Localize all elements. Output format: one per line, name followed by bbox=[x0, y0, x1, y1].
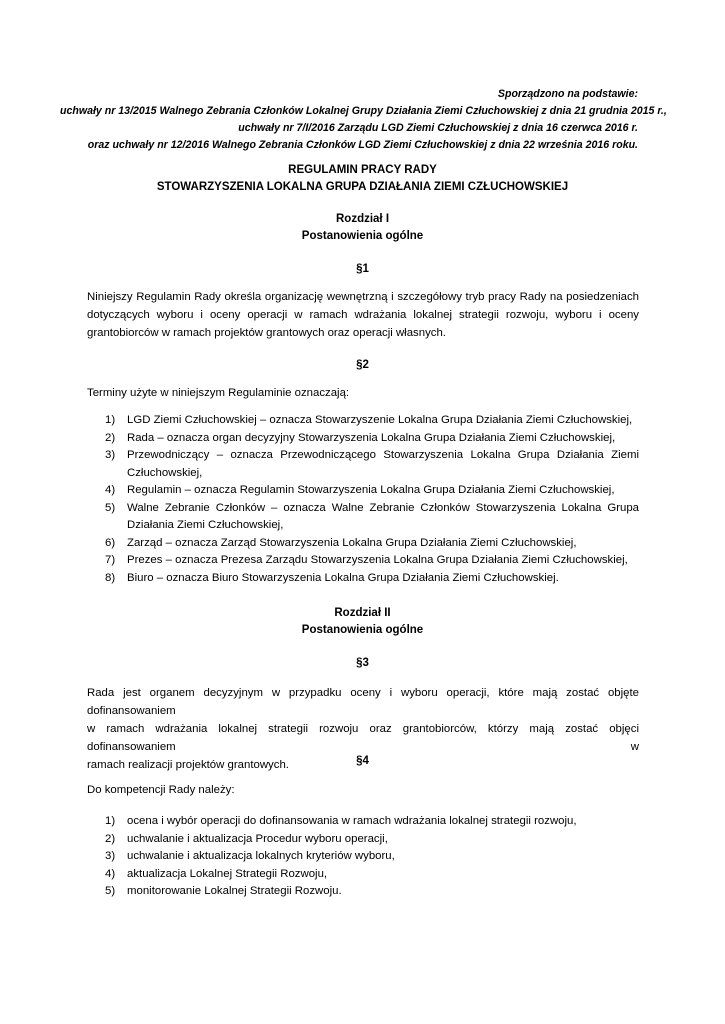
list-item-number: 4) bbox=[105, 484, 116, 496]
list-item bbox=[87, 412, 639, 430]
list-item-text: ocena i wybór operacji do dofinansowania w ramach wdrażania lokalnej strategii rozwoju, bbox=[127, 815, 577, 827]
source-note-line: uchwały nr 13/2015 Walnego Zebrania Członków Lokalnej Grupy Działania Ziemi Człuchowskiej z dnia 21 grudnia 2015 r., bbox=[60, 105, 667, 117]
chapter-number: Rozdział I bbox=[335, 213, 390, 225]
list-item bbox=[87, 813, 639, 831]
paragraph-line: w ramach wdrażania lokalnej strategii rozwoju oraz grantobiorców, którzy mają zostać objęci dofinansowaniem w bbox=[87, 723, 639, 753]
list-item bbox=[87, 552, 639, 570]
list-item-number: 1) bbox=[105, 414, 116, 426]
paragraph-line: dotyczących wyboru i oceny operacji w ramach wdrażania lokalnej strategii rozwoju, wyboru i oceny bbox=[87, 309, 639, 321]
competences-list bbox=[87, 813, 639, 901]
list-item bbox=[87, 848, 639, 866]
document-title-line: REGULAMIN PRACY RADY bbox=[288, 164, 437, 176]
section-3-mark: §3 bbox=[356, 657, 369, 669]
source-note-line: uchwały nr 7/I/2016 Zarządu LGD Ziemi Człuchowskiej z dnia 16 czerwca 2016 r. bbox=[238, 122, 638, 134]
source-note-heading: Sporządzono na podstawie: bbox=[497, 88, 638, 100]
list-item-number: 3) bbox=[105, 850, 116, 862]
list-item-number: 5) bbox=[105, 885, 116, 897]
list-item-text: uchwalanie i aktualizacja Procedur wyboru operacji, bbox=[127, 832, 388, 845]
list-item bbox=[87, 831, 639, 849]
paragraph-line: Niniejszy Regulamin Rady określa organizację wewnętrzną i szczegółowy tryb pracy Rady na posiedzeniach bbox=[87, 291, 639, 303]
section-1-mark: §1 bbox=[356, 263, 369, 275]
list-item-number: 2) bbox=[105, 431, 116, 444]
list-item-text: aktualizacja Lokalnej Strategii Rozwoju, bbox=[127, 867, 328, 880]
list-item-number: 3) bbox=[105, 449, 116, 461]
chapter-title: Postanowienia ogólne bbox=[301, 230, 424, 242]
list-item bbox=[87, 500, 639, 535]
list-item-text: Rada – oznacza organ decyzyjny Stowarzyszenia Lokalna Grupa Działania Ziemi Człuchowskiej, bbox=[127, 431, 616, 444]
list-item-text: Biuro – oznacza Biuro Stowarzyszenia Lokalna Grupa Działania Ziemi Człuchowskiej. bbox=[127, 571, 559, 584]
section-4-intro: Do kompetencji Rady należy: bbox=[87, 784, 235, 796]
list-item bbox=[87, 482, 639, 500]
chapter-1-heading bbox=[0, 211, 725, 245]
list-item-text: Prezes – oznacza Prezesa Zarządu Stowarzyszenia Lokalna Grupa Działania Ziemi Człuchowskiej, bbox=[127, 554, 628, 566]
list-item bbox=[87, 447, 639, 482]
section-1-paragraph bbox=[87, 288, 639, 342]
list-item-text: LGD Ziemi Człuchowskiej – oznacza Stowarzyszenie Lokalna Grupa Działania Ziemi Człuchowskiej, bbox=[127, 414, 633, 426]
section-4-mark: §4 bbox=[356, 755, 369, 767]
list-item-text: Regulamin – oznacza Regulamin Stowarzyszenia Lokalna Grupa Działania Ziemi Człuchowskiej, bbox=[127, 484, 615, 496]
paragraph-line: grantobiorców w ramach projektów grantowych oraz operacji własnych. bbox=[87, 327, 446, 339]
chapter-title: Postanowienia ogólne bbox=[301, 624, 424, 636]
source-note-line: oraz uchwały nr 12/2016 Walnego Zebrania Członków LGD Ziemi Człuchowskiej z dnia 22 września 2016 roku. bbox=[87, 139, 638, 151]
list-item-text: Przewodniczący – oznacza Przewodniczącego Stowarzyszenia Lokalna Grupa Działania Ziemi Człuchowskiej, bbox=[127, 449, 639, 479]
list-item bbox=[87, 535, 639, 553]
paragraph-line: Rada jest organem decyzyjnym w przypadku oceny i wyboru operacji, które mają zostać objęte dofinansowaniem bbox=[87, 687, 639, 717]
list-item-number: 7) bbox=[105, 554, 116, 566]
list-item-number: 1) bbox=[105, 815, 116, 827]
chapter-2-heading bbox=[0, 605, 725, 639]
document-title bbox=[0, 162, 725, 196]
list-item bbox=[87, 430, 639, 448]
list-item-number: 6) bbox=[105, 536, 116, 549]
section-2-mark: §2 bbox=[356, 359, 369, 371]
paragraph-line: ramach realizacji projektów grantowych. bbox=[87, 759, 289, 771]
list-item-text: Zarząd – oznacza Zarząd Stowarzyszenia Lokalna Grupa Działania Ziemi Człuchowskiej, bbox=[127, 536, 577, 549]
list-item-number: 4) bbox=[105, 867, 116, 880]
source-note bbox=[60, 86, 667, 154]
list-item-number: 8) bbox=[105, 571, 116, 584]
list-item bbox=[87, 570, 639, 588]
list-item-text: uchwalanie i aktualizacja lokalnych kryteriów wyboru, bbox=[127, 850, 395, 862]
document-title-line: STOWARZYSZENIA LOKALNA GRUPA DZIAŁANIA ZIEMI CZŁUCHOWSKIEJ bbox=[156, 181, 569, 193]
list-item-text: monitorowanie Lokalnej Strategii Rozwoju. bbox=[127, 885, 342, 897]
list-item-number: 2) bbox=[105, 832, 116, 845]
list-item bbox=[87, 883, 639, 901]
list-item-number: 5) bbox=[105, 501, 116, 514]
list-item bbox=[87, 866, 639, 884]
section-2-intro: Terminy użyte w niniejszym Regulaminie oznaczają: bbox=[87, 387, 350, 399]
chapter-number: Rozdział II bbox=[334, 607, 391, 619]
list-item-text: Walne Zebranie Członków – oznacza Walne Zebranie Członków Stowarzyszenia Lokalna Grupa Działania Ziemi Człuchowskiej, bbox=[127, 501, 639, 531]
definitions-list bbox=[87, 412, 639, 587]
